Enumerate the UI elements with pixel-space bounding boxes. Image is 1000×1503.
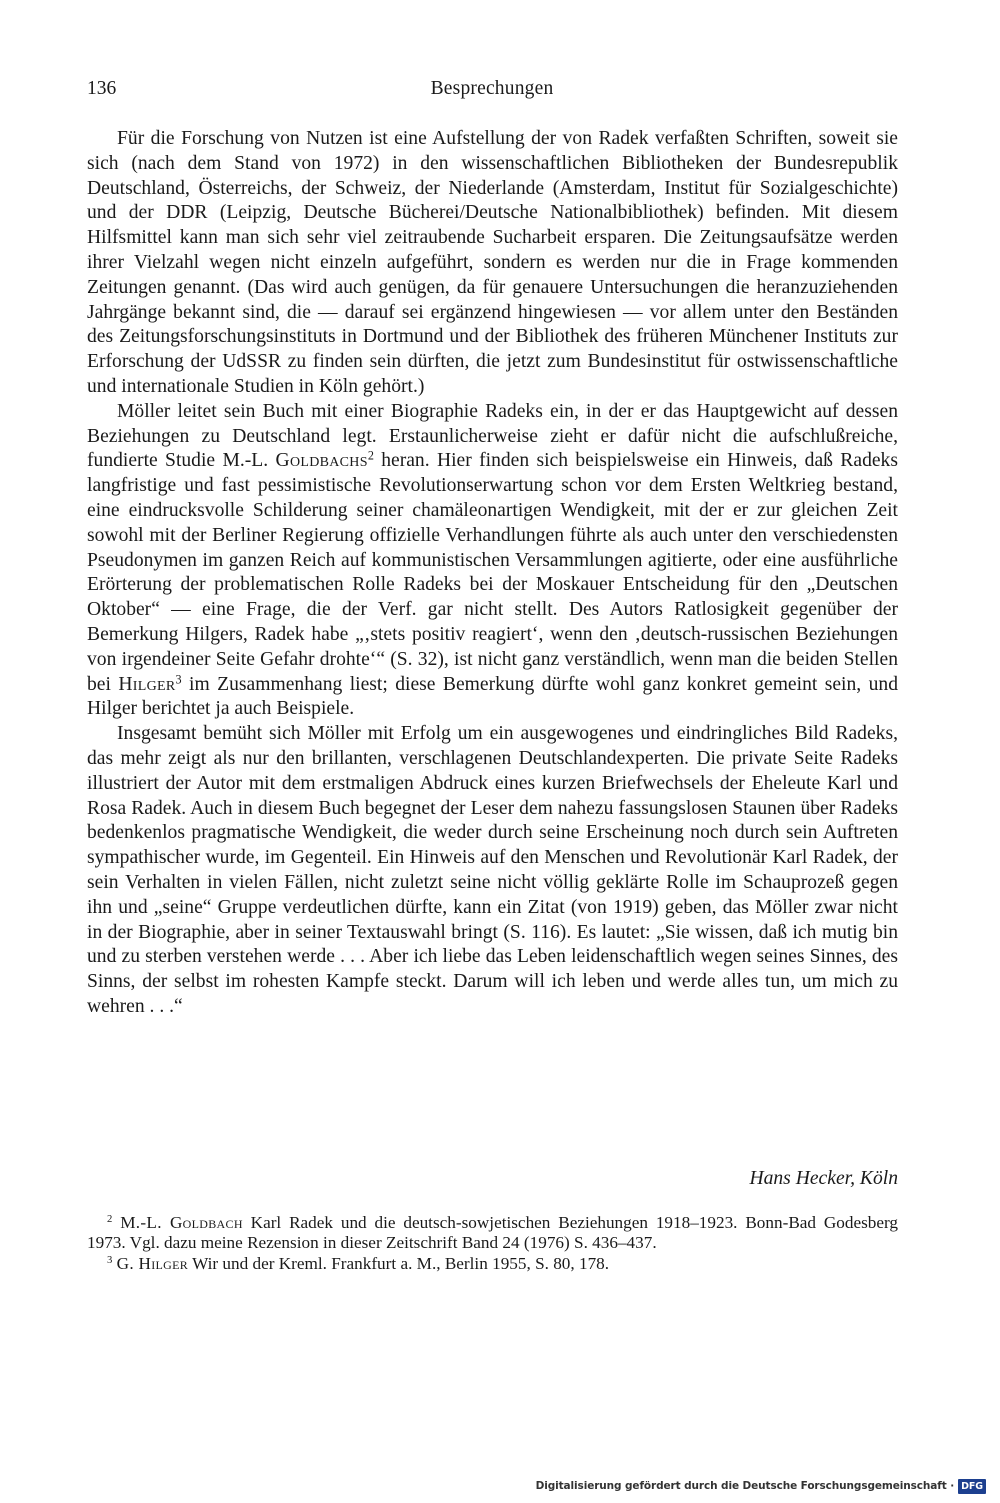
footnote-3-text: Wir und der Kreml. Frankfurt a. M., Berlin 1955, S. 80, 178.	[192, 1254, 610, 1273]
digitization-banner	[536, 1477, 986, 1495]
dfg-logo-icon: DFG	[958, 1479, 986, 1494]
footnotes	[87, 1213, 898, 1276]
review-body	[87, 127, 898, 1020]
footnote-2	[87, 1213, 898, 1252]
paragraph-2	[87, 400, 898, 722]
footnote-2-text: Karl Radek und die deutsch-sowjetischen Beziehungen 1918–1923. Bonn-Bad Godesberg 1973. Vgl. dazu meine Rezension in dieser Zeitschrift Band 24 (1976) S. 436–437.	[87, 1213, 899, 1252]
reviewer-signature: Hans Hecker, Köln	[749, 1168, 898, 1189]
footnote-2-author: M.-L. Goldbach	[120, 1213, 243, 1232]
paragraph-2-part-b: heran. Hier finden sich beispielsweise ein Hinweis, daß Radeks langfristige und fast pessimistische Revolutionserwartung schon vor dem Ersten Weltkrieg bestand, eine eindrucksvolle Schilderung seiner chamäleonartigen Wendigkeit, mit der er zur gleichen Zeit sowohl mit der Berliner Regierung offizielle Verhandlungen führte als auch unter den verschiedensten Pseudonymen im ganzen Reich auf kommunistischen Versammlungen agitierte, oder eine ausführliche Erörterung der problematischen Rolle Radeks bei der Moskauer Entscheidung für den „Deutschen Oktober“ — eine Frage, die der Verf. gar nicht stellt. Des Autors Ratlosigkeit gegenüber der Bemerkung Hilgers, Radek habe „‚stets positiv reagiert‘, wenn den ‚deutsch-russischen Beziehungen von irgendeiner Seite Gefahr drohte‘“ (S. 32), ist nicht ganz verständlich, wenn man die beiden Stellen bei	[87, 450, 898, 695]
author-name-goldbach: Goldbachs	[275, 450, 368, 472]
paragraph-1: Für die Forschung von Nutzen ist eine Aufstellung der von Radek verfaßten Schriften, soweit sie sich (nach dem Stand von 1972) in den wissenschaftlichen Bibliotheken der Bundesrepublik Deutschland, Österreichs, der Schweiz, der Niederlande (Amsterdam, Institut für Sozialgeschichte) und der DDR (Leipzig, Deutsche Bücherei/Deutsche Nationalbibliothek) befinden. Mit diesem Hilfsmittel kann man sich sehr viel zeitraubende Sucharbeit ersparen. Die Zeitungsaufsätze werden ihrer Vielzahl wegen nicht einzeln aufgeführt, sondern es werden nur die in Frage kommenden Zeitungen genannt. (Das wird auch genügen, da für genauere Untersuchungen die heranzuziehenden Jahrgänge bekannt sind, die — darauf sei ergänzend hingewiesen — vor allem unter den Beständen des Zeitungsforschungsinstituts in Dortmund und der Bibliothek des früheren Münchener Instituts zur Erforschung der UdSSR zu finden sein dürften, die jetzt zum Bundesinstitut für ostwissenschaftliche und internationale Studien in Köln gehört.)	[87, 128, 898, 397]
banner-text: Digitalisierung gefördert durch die Deutsche Forschungsgemeinschaft ·	[535, 1480, 955, 1492]
page-number: 136	[87, 78, 117, 99]
footnote-marker-2: 2	[107, 1214, 113, 1226]
page-header	[87, 78, 897, 104]
paragraph-3: Insgesamt bemüht sich Möller mit Erfolg um ein ausgewogenes und eindringliches Bild Radeks, das mehr zeigt als nur den brillanten, verschlagenen Deutschlandexperten. Die private Seite Radeks illustriert der Autor mit dem erstmaligen Abdruck eines kurzen Briefwechsels der Eheleute Karl und Rosa Radek. Auch in diesem Buch begegnet der Leser dem nahezu fassungslosen Staunen über Radeks bedenkenlos pragmatische Wendigkeit, die weder durch seine Erscheinung noch durch sein Auftreten sympathischer wurde, im Gegenteil. Ein Hinweis auf den Menschen und Revolutionär Karl Radek, der sein Verhalten in vielen Fällen, nicht zuletzt seine nicht völlig geklärte Rolle im Schauprozeß gegen ihn und „seine“ Gruppe verdeutlichen dürfte, kann ein Zitat (von 1919) geben, das Möller zwar nicht in der Biographie, aber in seiner Textauswahl bringt (S. 116). Es lautet: „Sie wissen, daß ich mutig bin und zu sterben verstehen werde . . . Aber ich liebe das Leben leidenschaftlich wegen seines Sinnes, des Sinns, der selbst im rohesten Kampfe steckt. Darum will ich leben und werde alles tun, um mich zu wehren . . .“	[87, 723, 898, 1017]
footnote-ref-2[interactable]: 2	[367, 448, 374, 463]
footnote-ref-3[interactable]: 3	[175, 671, 182, 686]
paragraph-2-part-a: Möller leitet sein Buch mit einer Biographie Radeks ein, in der er das Hauptgewicht auf dessen Beziehungen zu Deutschland legt. Erstaunlicherweise zieht er dafür nicht die aufschlußreiche, fundierte Studie M.-L.	[87, 400, 898, 472]
footnote-marker-3: 3	[107, 1255, 113, 1267]
footnote-3	[87, 1254, 898, 1274]
paragraph-2-part-c: im Zusammenhang liest; diese Bemerkung dürfte wohl ganz konkret gemeint sein, und Hilger berichtet ja auch Beispiele.	[87, 673, 898, 720]
running-head: Besprechungen	[430, 78, 554, 99]
footnote-3-author: G. Hilger	[116, 1254, 189, 1273]
author-name-hilger: Hilger	[118, 673, 176, 695]
